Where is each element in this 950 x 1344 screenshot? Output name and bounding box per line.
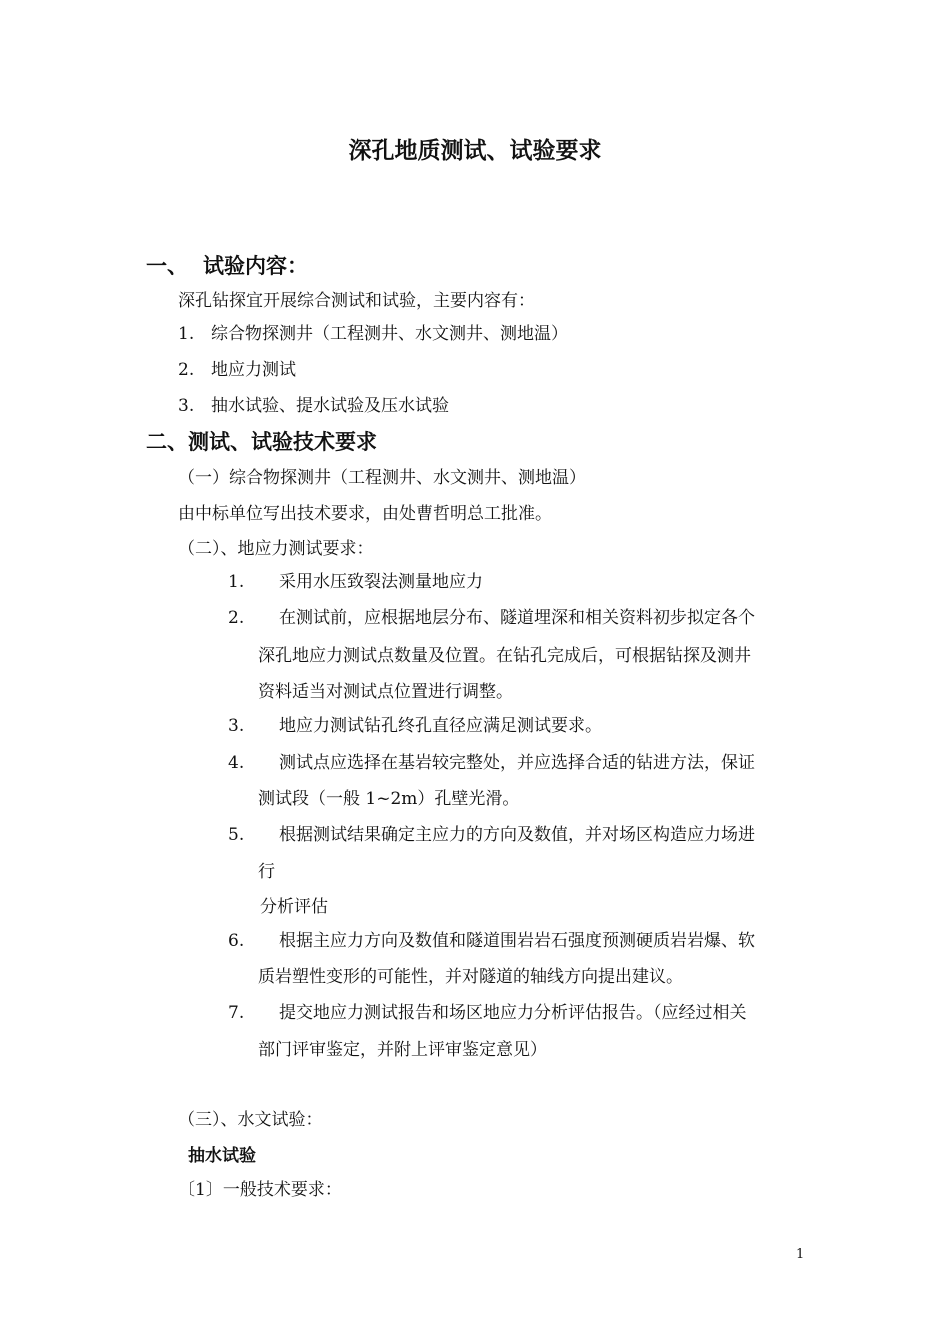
stress-item-1-line-1: 采用水压致裂法测量地应力 xyxy=(279,572,483,592)
general-requirements-item: 〔1〕一般技术要求： xyxy=(178,1180,342,1200)
page-number: 1 xyxy=(796,1247,805,1262)
section1-item-1-number: 1. xyxy=(178,324,195,344)
stress-item-7-number: 7. xyxy=(228,1003,245,1023)
stress-item-2-line-2: 深孔地应力测试点数量及位置。在钻孔完成后，可根据钻探及测井 xyxy=(258,646,751,666)
stress-item-5-number: 5. xyxy=(228,825,245,845)
stress-item-5-line-2: 行 xyxy=(258,862,275,882)
stress-item-2-line-1: 在测试前，应根据地层分布、隧道埋深和相关资料初步拟定各个 xyxy=(279,608,755,628)
pumping-test-heading: 抽水试验 xyxy=(188,1146,256,1166)
stress-item-3-number: 3. xyxy=(228,716,245,736)
stress-item-1-number: 1. xyxy=(228,572,245,592)
stress-item-4-line-1: 测试点应选择在基岩较完整处，并应选择合适的钻进方法，保证 xyxy=(279,753,755,773)
stress-item-7-line-1: 提交地应力测试报告和场区地应力分析评估报告。（应经过相关 xyxy=(279,1003,747,1023)
stress-item-5-line-3: 分析评估 xyxy=(260,897,328,917)
section1-item-2-number: 2. xyxy=(178,360,195,380)
section2-sub2-heading: （二）、地应力测试要求： xyxy=(178,539,374,559)
section1-number: 一、 xyxy=(146,253,188,278)
section1-item-1-text: 综合物探测井（工程测井、水文测井、测地温） xyxy=(211,324,568,344)
stress-item-4-number: 4. xyxy=(228,753,245,773)
section1-intro: 深孔钻探宜开展综合测试和试验，主要内容有： xyxy=(178,291,535,311)
section1-item-3-text: 抽水试验、提水试验及压水试验 xyxy=(211,396,449,416)
stress-item-2-line-3: 资料适当对测试点位置进行调整。 xyxy=(258,682,513,702)
section2-heading: 二、测试、试验技术要求 xyxy=(146,429,377,454)
stress-item-5-line-1: 根据测试结果确定主应力的方向及数值，并对场区构造应力场进 xyxy=(279,825,755,845)
stress-item-2-number: 2. xyxy=(228,608,245,628)
section2-sub3-heading: （三）、水文试验： xyxy=(178,1110,323,1130)
stress-item-7-line-2: 部门评审鉴定，并附上评审鉴定意见） xyxy=(258,1040,547,1060)
stress-item-6-number: 6. xyxy=(228,931,245,951)
stress-item-3-line-1: 地应力测试钻孔终孔直径应满足测试要求。 xyxy=(279,716,602,736)
stress-item-6-line-2: 质岩塑性变形的可能性，并对隧道的轴线方向提出建议。 xyxy=(258,967,683,987)
stress-item-6-line-1: 根据主应力方向及数值和隧道围岩岩石强度预测硬质岩岩爆、软 xyxy=(279,931,755,951)
document-title: 深孔地质测试、试验要求 xyxy=(348,137,602,164)
section1-heading: 试验内容： xyxy=(203,253,308,278)
section2-sub1-text: 由中标单位写出技术要求，由处曹哲明总工批准。 xyxy=(178,504,552,524)
stress-item-4-line-2: 测试段（一般 1~2m）孔壁光滑。 xyxy=(258,789,520,809)
section1-item-2-text: 地应力测试 xyxy=(211,360,296,380)
section1-item-3-number: 3. xyxy=(178,396,195,416)
section2-sub1-heading: （一）综合物探测井（工程测井、水文测井、测地温） xyxy=(178,468,586,488)
